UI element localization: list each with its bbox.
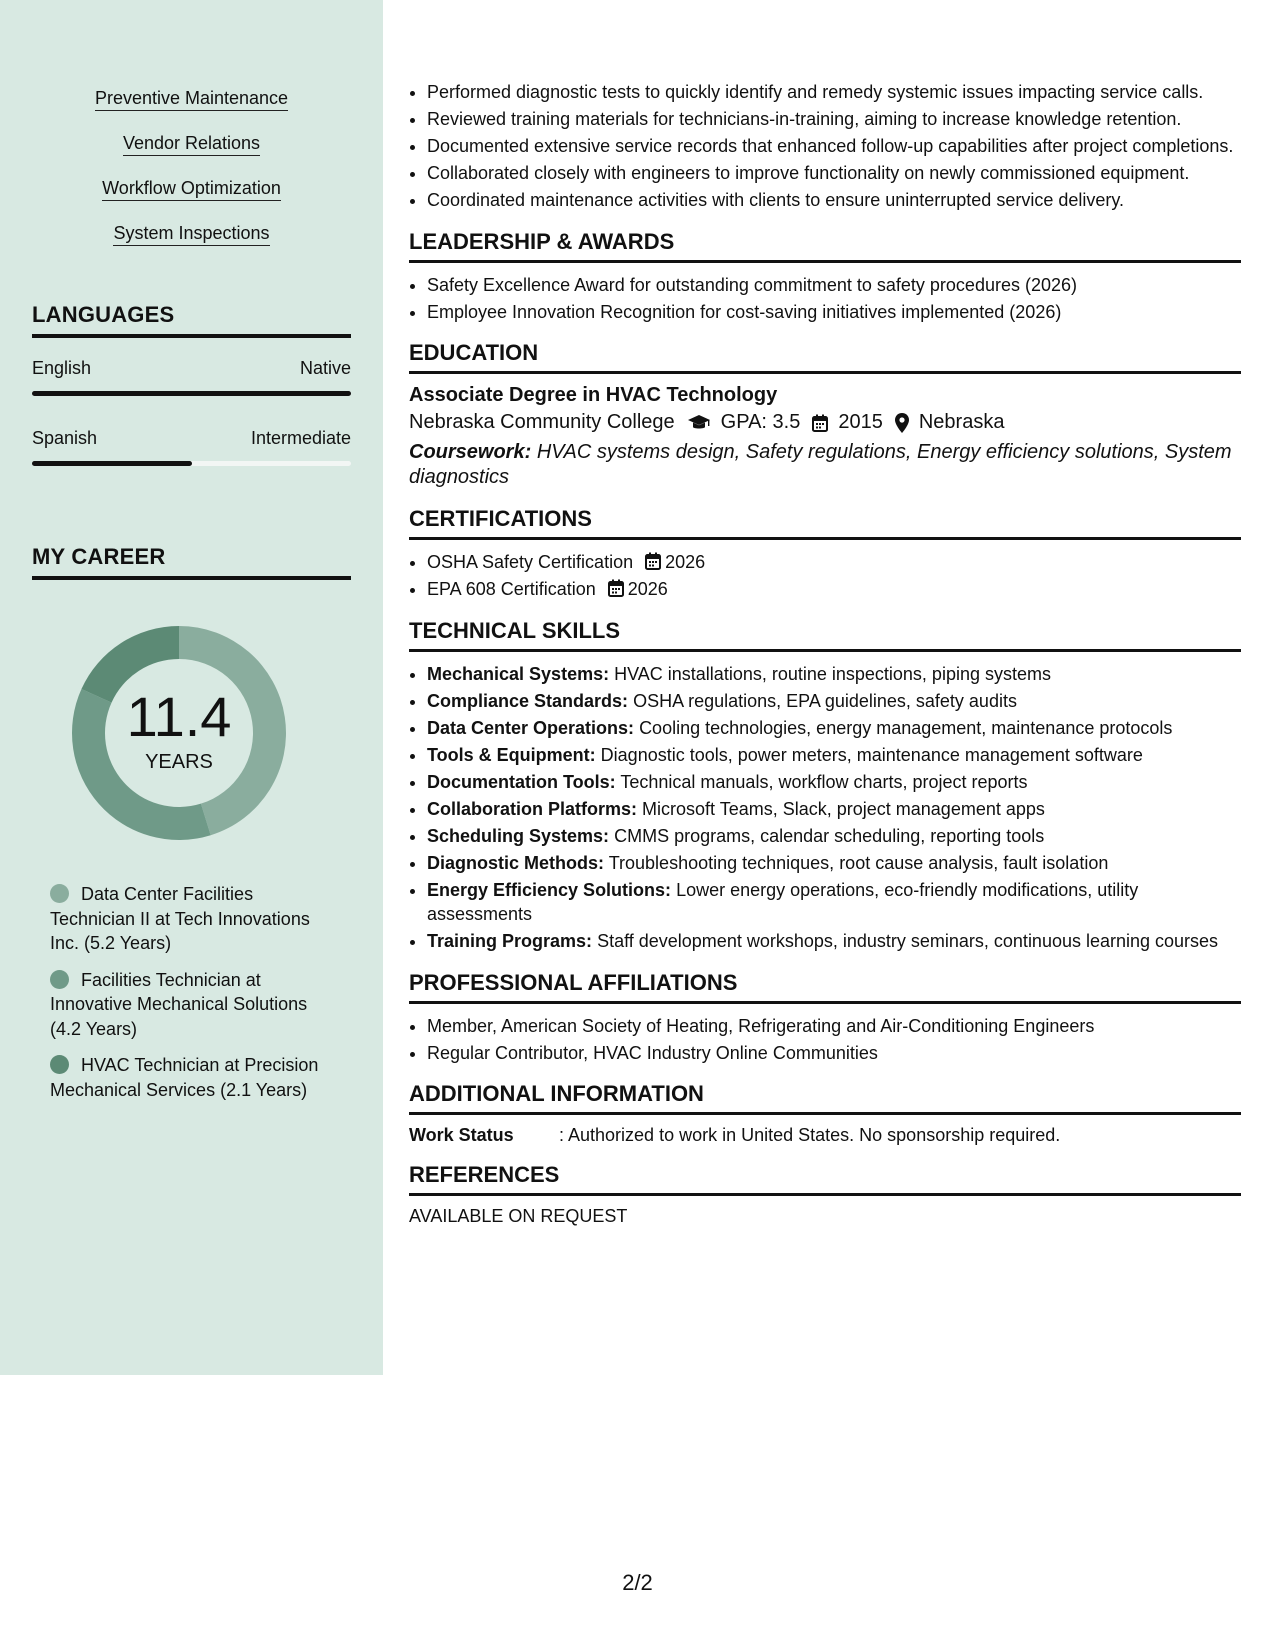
legend-dot (50, 884, 69, 903)
skill-label: Scheduling Systems: (427, 825, 610, 846)
calendar-icon (812, 414, 828, 432)
skill-text: Technical manuals, workflow charts, project reports (620, 771, 1028, 792)
language-english (32, 358, 351, 396)
skill-text: OSHA regulations, EPA guidelines, safety audits (633, 690, 1017, 711)
degree-title: Associate Degree in HVAC Technology (409, 384, 778, 406)
technical-skill-item (427, 689, 1241, 714)
career-donut-chart (66, 620, 292, 846)
award-item: • Safety Excellence Award for outstanding commitment to safety procedures (2026) (427, 273, 1241, 298)
experience-bullet: • Coordinated maintenance activities with clients to ensure uninterrupted service delivery. (427, 188, 1241, 213)
career-item (50, 1053, 340, 1102)
career-legend (50, 882, 340, 1114)
experience-bullet: • Documented extensive service records that enhanced follow-up capabilities after project completions. (427, 134, 1241, 159)
skill-label: Compliance Standards: (427, 690, 629, 711)
career-total-unit: YEARS (145, 751, 213, 773)
school-location: Nebraska (918, 411, 1005, 433)
language-spanish (32, 428, 351, 466)
technical-skills-list (409, 662, 1241, 954)
career-total-years: 11.4 (126, 685, 232, 748)
certification-year: 2026 (627, 579, 668, 599)
affiliations-list (409, 1014, 1241, 1066)
languages-heading: LANGUAGES (32, 302, 351, 338)
legend-dot (50, 970, 69, 989)
leadership-heading: LEADERSHIP & AWARDS (409, 229, 1241, 263)
certification-year: 2026 (665, 552, 706, 572)
skill-text: Diagnostic tools, power meters, maintenance management software (600, 744, 1143, 765)
skill-text: Lower energy operations, eco-friendly modifications, utility assessments (427, 879, 1139, 924)
technical-skill-item (427, 743, 1241, 768)
certification-item (427, 577, 1241, 602)
work-status-label: Work Status (409, 1125, 514, 1145)
graduation-cap-icon (687, 414, 711, 432)
language-proficiency-bar (32, 461, 351, 466)
skill-label: Mechanical Systems: (427, 663, 610, 684)
skill-text: CMMS programs, calendar scheduling, reporting tools (614, 825, 1045, 846)
skill-label: Tools & Equipment: (427, 744, 596, 765)
graduation-year: 2015 (838, 411, 883, 433)
gpa: GPA: 3.5 (720, 411, 801, 433)
language-proficiency-fill (32, 461, 192, 466)
technical-skills-heading: TECHNICAL SKILLS (409, 618, 1241, 652)
certification-name: OSHA Safety Certification (427, 552, 634, 572)
sidebar (0, 0, 383, 1375)
main-content (409, 0, 1241, 1227)
skill-label: Training Programs: (427, 931, 593, 951)
technical-skill-item (427, 929, 1241, 954)
leadership-list (409, 273, 1241, 325)
calendar-icon (645, 552, 661, 570)
skill-label: Documentation Tools: (427, 771, 616, 792)
career-heading: MY CAREER (32, 544, 351, 580)
coursework (409, 440, 1241, 490)
certification-name: EPA 608 Certification (427, 579, 596, 599)
technical-skill-item (427, 662, 1241, 687)
experience-bullet: • Collaborated closely with engineers to improve functionality on newly commissioned equipment. (427, 161, 1241, 186)
technical-skill-item (427, 878, 1241, 927)
career-item (50, 968, 340, 1042)
location-pin-icon (895, 413, 909, 433)
skill-text: HVAC installations, routine inspections, piping systems (614, 663, 1051, 684)
affiliation-item: • Regular Contributor, HVAC Industry Online Communities (427, 1041, 1241, 1066)
skill-text: Staff development workshops, industry seminars, continuous learning courses (597, 931, 1219, 951)
page-number: 2/2 (622, 1570, 653, 1595)
skill-item: System Inspections (113, 221, 269, 246)
language-name: Spanish (32, 428, 98, 448)
skills-list (0, 86, 383, 266)
legend-dot (50, 1055, 69, 1074)
education-heading: EDUCATION (409, 340, 1241, 374)
skill-text: Troubleshooting techniques, root cause analysis, fault isolation (608, 852, 1109, 873)
skill-item: Workflow Optimization (102, 176, 281, 201)
affiliations-heading: PROFESSIONAL AFFILIATIONS (409, 970, 1241, 1004)
certifications-heading: CERTIFICATIONS (409, 506, 1241, 540)
references-heading: REFERENCES (409, 1162, 1241, 1196)
experience-bullet: • Reviewed training materials for technicians-in-training, aiming to increase knowledge retention. (427, 107, 1241, 132)
certification-item (427, 550, 1241, 575)
technical-skill-item (427, 824, 1241, 849)
technical-skill-item (427, 851, 1241, 876)
skill-item: Vendor Relations (123, 131, 260, 156)
skill-label: Collaboration Platforms: (427, 798, 638, 819)
references-text: AVAILABLE ON REQUEST (409, 1206, 628, 1226)
additional-info-heading: ADDITIONAL INFORMATION (409, 1081, 1241, 1115)
award-item: • Employee Innovation Recognition for cost-saving initiatives implemented (2026) (427, 300, 1241, 325)
calendar-icon (608, 579, 624, 597)
skill-label: Data Center Operations: (427, 717, 635, 738)
language-proficiency-fill (32, 391, 351, 396)
work-status-row (409, 1125, 1241, 1146)
work-status-value: : Authorized to work in United States. No sponsorship required. (559, 1125, 1061, 1145)
school-name: Nebraska Community College (409, 411, 675, 433)
skill-label: Energy Efficiency Solutions: (427, 879, 672, 900)
technical-skill-item (427, 716, 1241, 741)
skill-label: Diagnostic Methods: (427, 852, 605, 873)
experience-bullets (409, 80, 1241, 213)
skill-text: Cooling technologies, energy management, maintenance protocols (639, 717, 1173, 738)
language-name: English (32, 358, 92, 378)
technical-skill-item (427, 770, 1241, 795)
career-item-text: HVAC Technician at Precision Mechanical Services (2.1 Years) (50, 1055, 319, 1100)
career-item (50, 882, 340, 956)
coursework-text: HVAC systems design, Safety regulations, Energy efficiency solutions, System diagnostics (409, 441, 1232, 488)
affiliation-item: • Member, American Society of Heating, Refrigerating and Air-Conditioning Engineers (427, 1014, 1241, 1039)
skill-item: Preventive Maintenance (95, 86, 288, 111)
career-item-text: Facilities Technician at Innovative Mechanical Solutions (4.2 Years) (50, 969, 308, 1039)
technical-skill-item (427, 797, 1241, 822)
language-proficiency-bar (32, 391, 351, 396)
language-level: Intermediate (250, 428, 351, 448)
coursework-label: Coursework: (409, 441, 532, 463)
career-item-text: Data Center Facilities Technician II at Tech Innovations Inc. (5.2 Years) (50, 884, 310, 953)
experience-bullet: • Performed diagnostic tests to quickly identify and remedy systemic issues impacting service calls. (427, 80, 1241, 105)
certifications-list (409, 550, 1241, 602)
language-level: Native (299, 358, 351, 378)
skill-text: Microsoft Teams, Slack, project management apps (642, 798, 1045, 819)
education-meta (409, 411, 1241, 434)
